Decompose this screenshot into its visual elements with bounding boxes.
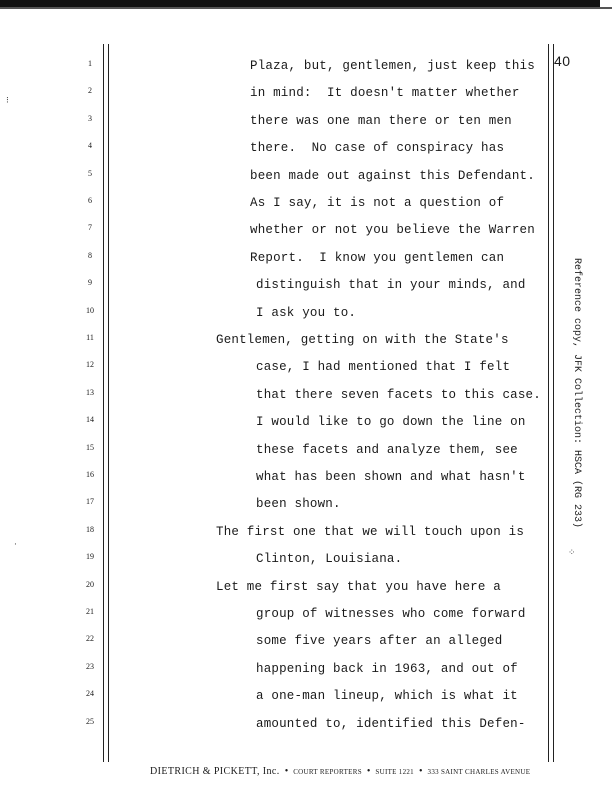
line-number: 25 xyxy=(86,716,94,726)
scan-speck: ⁘ xyxy=(568,548,576,558)
transcript-line: there was one man there or ten men xyxy=(250,113,512,128)
line-number: 8 xyxy=(88,250,92,260)
footer-firm: DIETRICH & PICKETT, Inc. xyxy=(150,766,280,777)
left-margin-rule-outer xyxy=(103,44,104,762)
transcript-line: Let me first say that you have here a xyxy=(216,579,501,594)
footer-separator: • xyxy=(419,766,423,777)
transcript-line: been made out against this Defendant. xyxy=(250,168,535,183)
line-number: 22 xyxy=(86,634,94,644)
transcript-line: happening back in 1963, and out of xyxy=(256,661,518,676)
line-number: 1 xyxy=(88,59,92,68)
transcript-line: Clinton, Louisiana. xyxy=(256,552,403,567)
line-number: 11 xyxy=(86,333,94,342)
transcript-line: Report. I know you gentlemen can xyxy=(250,250,505,265)
transcript-line: I would like to go down the line on xyxy=(256,415,526,430)
transcript-line: a one-man lineup, which is what it xyxy=(256,689,518,704)
right-margin-rule-outer xyxy=(553,44,554,762)
transcript-line: Plaza, but, gentlemen, just keep this xyxy=(250,59,535,73)
footer-reporters: COURT REPORTERS xyxy=(293,768,362,776)
transcript-line: there. No case of conspiracy has xyxy=(250,141,505,156)
line-number: 20 xyxy=(86,579,94,589)
transcript-line: distinguish that in your minds, and xyxy=(256,278,526,293)
line-number: 17 xyxy=(86,497,94,507)
transcript-line: some five years after an alleged xyxy=(256,634,503,649)
line-number: 10 xyxy=(86,305,94,315)
line-number: 3 xyxy=(88,113,92,123)
transcript-line: these facets and analyze them, see xyxy=(256,442,518,457)
footer-address: 333 SAINT CHARLES AVENUE xyxy=(427,768,531,776)
scan-top-border xyxy=(0,0,600,7)
scan-speck: · xyxy=(14,540,17,550)
footer-separator: • xyxy=(366,766,371,777)
transcript-line: what has been shown and what hasn't xyxy=(256,470,526,484)
line-number: 16 xyxy=(86,470,94,479)
line-number: 4 xyxy=(88,141,92,151)
right-margin-rule-inner xyxy=(548,44,549,762)
line-number: 18 xyxy=(86,524,94,534)
line-number: 15 xyxy=(86,442,94,452)
transcript-line: I ask you to. xyxy=(256,305,357,320)
line-number: 23 xyxy=(86,661,94,671)
line-number: 24 xyxy=(86,689,94,699)
footer-separator: • xyxy=(284,766,289,777)
footer xyxy=(150,766,570,777)
left-margin-rule-inner xyxy=(108,44,109,762)
transcript-line: in mind: It doesn't matter whether xyxy=(250,86,520,101)
line-number: 9 xyxy=(88,278,92,288)
archive-reference-stamp: Reference copy, JFK Collection: HSCA (RG 233) xyxy=(571,258,582,529)
transcript-line: The first one that we will touch upon is xyxy=(216,524,525,539)
page-number: 40 xyxy=(554,53,571,69)
transcript-line: whether or not you believe the Warren xyxy=(250,223,535,238)
line-number: 14 xyxy=(86,415,94,425)
scan-top-edge xyxy=(0,7,612,9)
transcript-line: As I say, it is not a question of xyxy=(250,196,505,210)
footer-suite: SUITE 1221 xyxy=(375,768,414,776)
line-number: 5 xyxy=(88,168,92,178)
line-number: 13 xyxy=(86,387,94,397)
line-number: 2 xyxy=(88,86,92,96)
line-number: 6 xyxy=(88,196,92,205)
transcript-line: amounted to, identified this Defen- xyxy=(256,716,526,731)
transcript-line: been shown. xyxy=(256,497,341,512)
line-number: 7 xyxy=(88,223,92,233)
transcript-line: that there seven facets to this case. xyxy=(256,387,541,402)
line-number: 12 xyxy=(86,360,94,370)
line-number: 19 xyxy=(86,552,94,562)
scan-speck: ⁝ xyxy=(6,96,9,106)
transcript-line: case, I had mentioned that I felt xyxy=(256,360,511,375)
transcript-line: Gentlemen, getting on with the State's xyxy=(216,333,509,347)
line-number: 21 xyxy=(86,607,94,616)
transcript-line: group of witnesses who come forward xyxy=(256,607,526,621)
